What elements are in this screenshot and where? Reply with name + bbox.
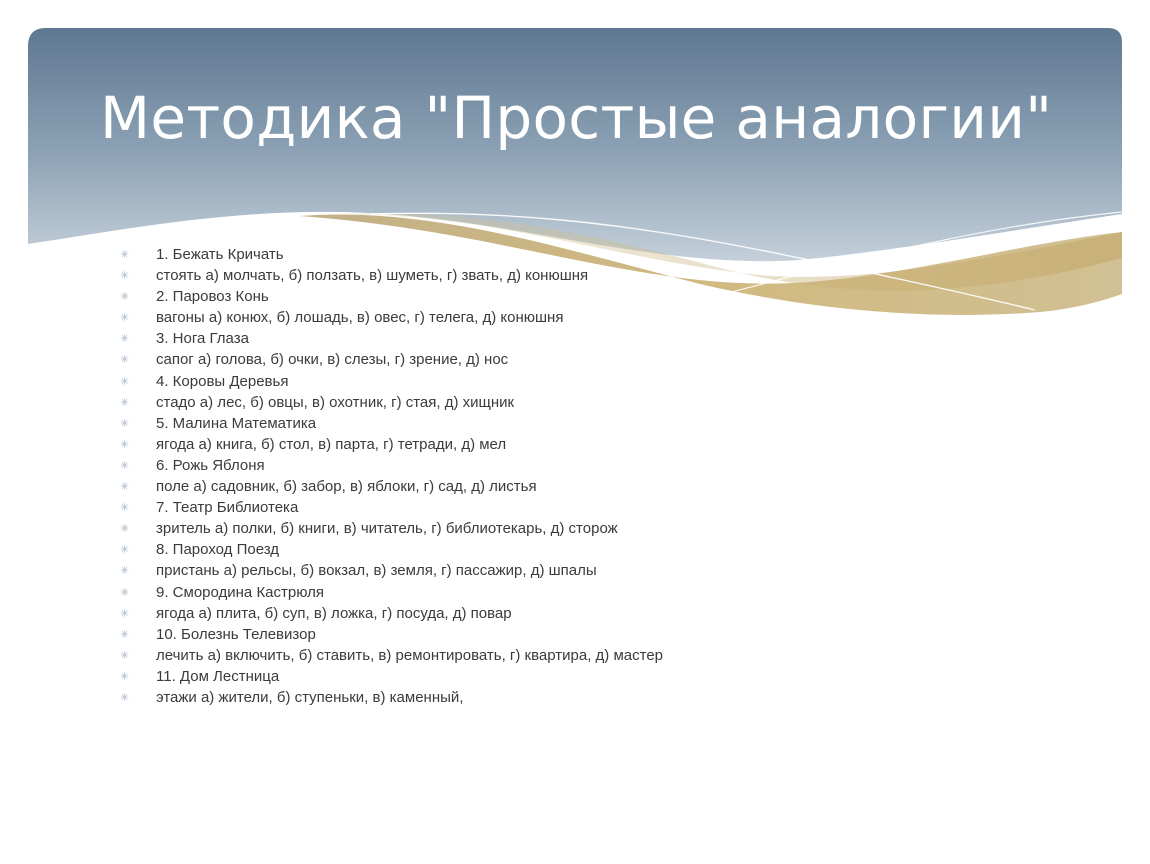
list-item-text: этажи а) жители, б) ступеньки, в) каменный, [156, 688, 464, 706]
list-item [120, 687, 663, 708]
list-item-text: пристань а) рельсы, б) вокзал, в) земля, г) пассажир, д) шпалы [156, 562, 597, 580]
slide-title: Методика "Простые аналогии" [100, 84, 1053, 152]
list-item-text: 1. Бежать Кричать [156, 246, 284, 263]
asterisk-bullet-icon: ✳ [120, 606, 130, 620]
asterisk-bullet-icon: ✳ [120, 669, 130, 683]
list-item-text: 4. Коровы Деревья [156, 372, 289, 390]
list-item [120, 518, 663, 539]
list-item [120, 624, 663, 645]
list-item [120, 328, 663, 349]
list-item-text: лечить а) включить, б) ставить, в) ремонтировать, г) квартира, д) мастер [156, 646, 663, 664]
list-item [120, 560, 663, 581]
list-item-text: сапог а) голова, б) очки, в) слезы, г) зрение, д) нос [156, 351, 509, 369]
list-item [120, 476, 663, 497]
list-item-text: 10. Болезнь Телевизор [156, 625, 316, 643]
list-item-text: 5. Малина Математика [156, 414, 317, 432]
list-item [120, 666, 663, 687]
asterisk-bullet-icon: ✳ [120, 585, 130, 599]
list-item [120, 371, 663, 392]
list-item [120, 244, 663, 265]
list-item-text: стоять а) молчать, б) ползать, в) шуметь, г) звать, д) конюшня [156, 267, 589, 285]
list-item [120, 455, 663, 476]
asterisk-bullet-icon: ✳ [120, 353, 130, 367]
list-item-text: зритель а) полки, б) книги, в) читатель, г) библиотекарь, д) сторож [156, 520, 618, 538]
list-item [120, 392, 663, 413]
list-item [120, 286, 663, 307]
asterisk-bullet-icon: ✳ [120, 458, 130, 472]
analogy-list [120, 244, 663, 708]
list-item-text: поле а) садовник, б) забор, в) яблоки, г) сад, д) листья [156, 478, 537, 496]
list-item [120, 307, 663, 328]
list-item-text: ягода а) плита, б) суп, в) ложка, г) посуда, д) повар [156, 604, 512, 622]
asterisk-bullet-icon: ✳ [120, 395, 130, 409]
list-item [120, 645, 663, 666]
asterisk-bullet-icon: ✳ [120, 269, 130, 283]
asterisk-bullet-icon: ✳ [120, 543, 130, 557]
asterisk-bullet-icon: ✳ [120, 627, 130, 641]
list-item [120, 265, 663, 286]
list-item-text: 8. Пароход Поезд [156, 541, 280, 559]
asterisk-bullet-icon: ✳ [120, 690, 130, 704]
asterisk-bullet-icon: ✳ [120, 480, 130, 494]
list-item [120, 582, 663, 603]
asterisk-bullet-icon: ✳ [120, 648, 130, 662]
list-item [120, 413, 663, 434]
list-item-text: 9. Смородина Кастрюля [156, 583, 325, 601]
list-item-text: стадо а) лес, б) овцы, в) охотник, г) стая, д) хищник [156, 393, 515, 411]
asterisk-bullet-icon: ✳ [120, 374, 130, 388]
list-item-text: 11. Дом Лестница [156, 667, 280, 685]
list-item-text: 2. Паровоз Конь [156, 288, 269, 306]
list-item-text: 6. Рожь Яблоня [156, 456, 265, 474]
asterisk-bullet-icon: ✳ [120, 290, 130, 304]
asterisk-bullet-icon: ✳ [120, 522, 130, 536]
list-item-text: 7. Театр Библиотека [156, 499, 299, 517]
list-item [120, 434, 663, 455]
list-item-text: ягода а) книга, б) стол, в) парта, г) тетради, д) мел [156, 435, 507, 453]
list-item [120, 539, 663, 560]
asterisk-bullet-icon: ✳ [120, 416, 130, 430]
asterisk-bullet-icon: ✳ [120, 564, 130, 578]
list-item [120, 603, 663, 624]
asterisk-bullet-icon: ✳ [120, 332, 130, 346]
list-item-text: вагоны а) конюх, б) лошадь, в) овес, г) телега, д) конюшня [156, 309, 564, 327]
list-item [120, 349, 663, 370]
list-item-text: 3. Нога Глаза [156, 330, 249, 348]
asterisk-bullet-icon: ✳ [120, 311, 130, 325]
asterisk-bullet-icon: ✳ [120, 437, 130, 451]
list-item [120, 497, 663, 518]
asterisk-bullet-icon: ✳ [120, 501, 130, 515]
asterisk-bullet-icon: ✳ [120, 248, 130, 261]
